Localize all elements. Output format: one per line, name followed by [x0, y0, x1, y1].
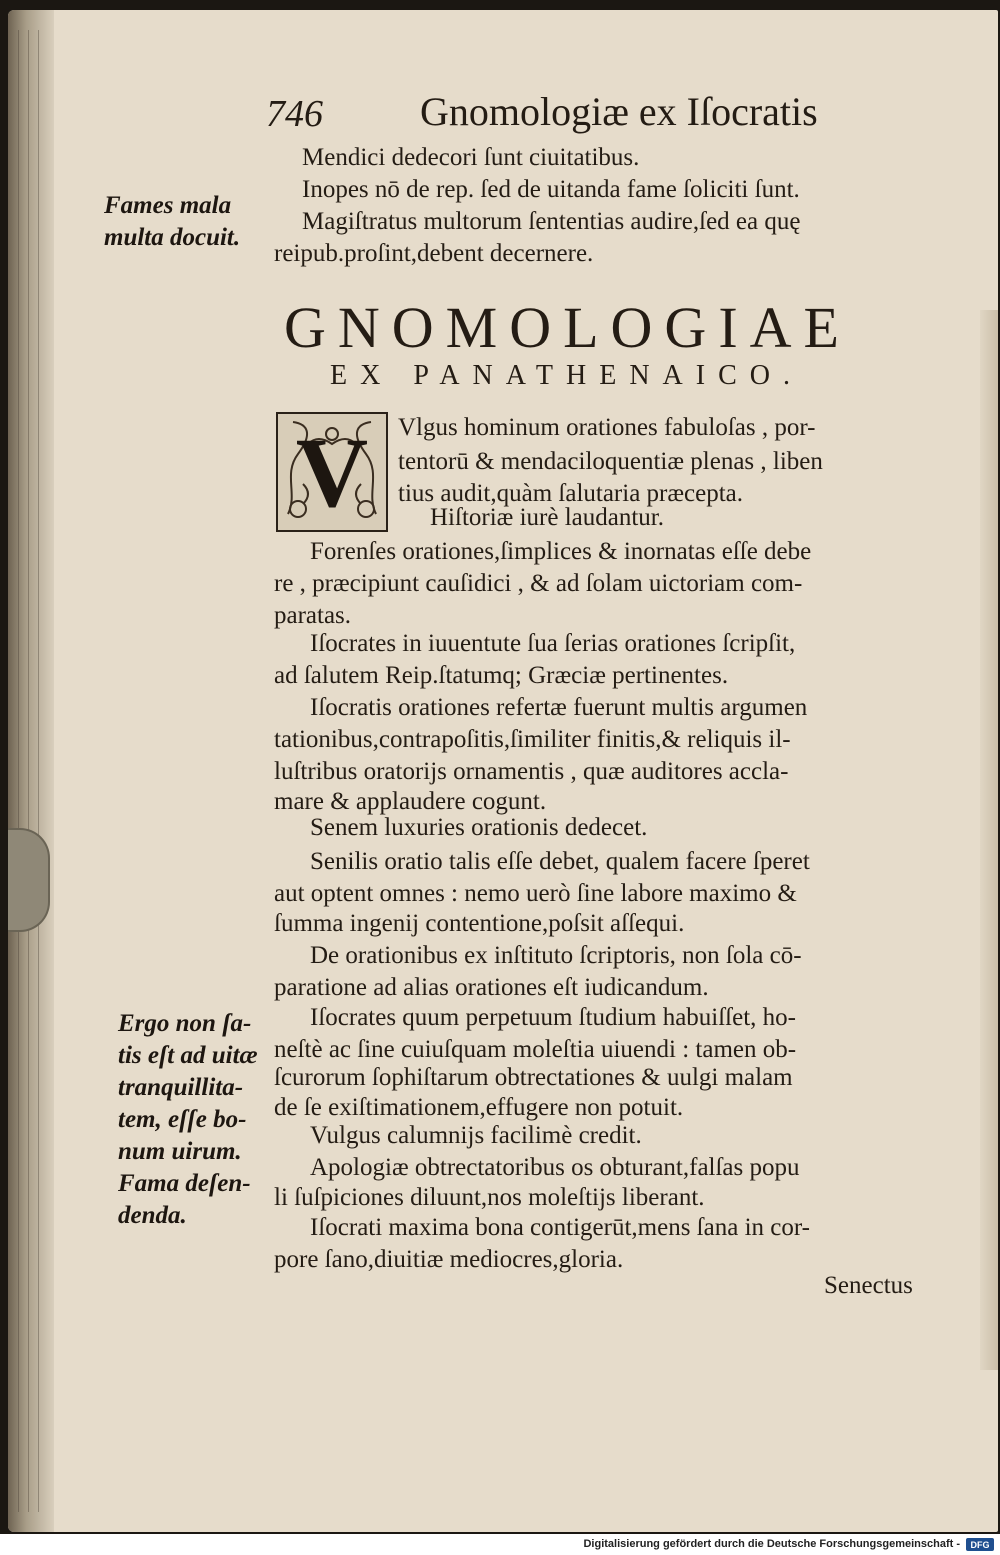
text-line: luſtribus oratorijs ornamentis , quæ auditores accla-: [274, 758, 789, 785]
page-gutter: [8, 10, 54, 1532]
text-line: neſtè ac ſine cuiuſquam moleſtia uiuendi : tamen ob-: [274, 1036, 797, 1063]
running-title: Gnomologiæ ex Iſocratis: [420, 89, 818, 134]
facing-page-edge: [980, 310, 998, 1370]
section-title: GNOMOLOGIAE: [284, 295, 851, 360]
footer-bar: [0, 1534, 1000, 1555]
text-line: tius audit,quàm ſalutaria præcepta.: [398, 480, 744, 507]
text-line: Apologiæ obtrectatoribus os obturant,falſas popu: [310, 1154, 800, 1181]
margin-note-line: tem, eſſe bo-: [118, 1106, 247, 1133]
text-line: li ſuſpiciones diluunt,nos moleſtijs liberant.: [274, 1184, 705, 1211]
text-line: Forenſes orationes,ſimplices & inornatas eſſe debe: [310, 538, 812, 565]
text-line: paratione ad alias orationes eſt iudicandum.: [274, 974, 709, 1001]
section-subtitle: EX PANATHENAICO.: [330, 360, 803, 391]
text-line: pore ſano,diuitiæ mediocres,gloria.: [274, 1246, 624, 1273]
text-line: paratas.: [274, 602, 352, 629]
text-line: tentorū & mendaciloquentiæ plenas , liben: [398, 448, 823, 475]
page-clip: [8, 828, 50, 932]
text-line: ad ſalutem Reip.ſtatumq; Græciæ pertinentes.: [274, 662, 729, 689]
margin-note-line: tis eſt ad uitæ: [118, 1042, 258, 1069]
margin-note-line: denda.: [118, 1202, 187, 1229]
text-line: De orationibus ex inſtituto ſcriptoris, non ſola cō-: [310, 942, 802, 969]
text-line: Iſocrates quum perpetuum ſtudium habuiſſet, ho-: [310, 1004, 796, 1031]
text-line: tationibus,contrapoſitis,ſimiliter finitis,& reliquis il-: [274, 726, 791, 753]
margin-note-line: Ergo non ſa-: [118, 1010, 252, 1037]
margin-note-line: Fames mala: [104, 192, 232, 219]
margin-note-line: Fama deſen-: [118, 1170, 251, 1197]
gutter-line: [18, 30, 19, 1512]
gutter-line: [38, 30, 39, 1512]
catchword: Senectus: [824, 1272, 913, 1299]
footer-credit: Digitalisierung gefördert durch die Deutsche Forschungsgemeinschaft -: [583, 1538, 960, 1550]
text-line: Iſocrati maxima bona contigerūt,mens ſana in cor-: [310, 1214, 811, 1241]
initial-letter: V: [295, 416, 369, 528]
text-line: mare & applaudere cogunt.: [274, 788, 547, 815]
text-line: Mendici dedecori ſunt ciuitatibus.: [302, 144, 640, 171]
margin-note-line: multa docuit.: [104, 224, 241, 251]
text-line: Senilis oratio talis eſſe debet, qualem facere ſperet: [310, 848, 810, 875]
text-line: Senem luxuries orationis dedecet.: [310, 814, 648, 841]
text-line: Iſocrates in iuuentute ſua ſerias orationes ſcripſit,: [310, 630, 796, 657]
gutter-line: [28, 30, 29, 1512]
margin-note-line: tranquillita-: [118, 1074, 244, 1101]
text-line: ſcurorum ſophiſtarum obtrectationes & uulgi malam: [274, 1064, 793, 1091]
text-line: re , præcipiunt cauſidici , & ad ſolam uictoriam com-: [274, 570, 803, 597]
text-line: ſumma ingenij contentione,poſsit aſſequi.: [274, 910, 685, 937]
margin-note: [104, 190, 264, 254]
ornamental-initial-icon: [276, 412, 388, 532]
dfg-logo-icon[interactable]: DFG: [966, 1538, 994, 1551]
text-line: Vlgus hominum orationes fabuloſas , por-: [398, 414, 816, 441]
text-line: Magiſtratus multorum ſententias audire,ſed ea quę: [302, 208, 801, 235]
text-line: Iſocratis orationes refertæ fuerunt multis argumen: [310, 694, 808, 721]
text-line: Hiſtoriæ iurè laudantur.: [430, 504, 664, 531]
margin-note-line: num uirum.: [118, 1138, 242, 1165]
text-line: de ſe exiſtimationem,effugere non potuit.: [274, 1094, 684, 1121]
text-line: Vulgus calumnijs facilimè credit.: [310, 1122, 642, 1149]
text-line: aut optent omnes : nemo uerò ſine labore maximo &: [274, 880, 797, 907]
page-number: 746: [266, 93, 323, 135]
margin-note: [118, 1008, 278, 1232]
text-line: Inopes nō de rep. ſed de uitanda fame ſoliciti ſunt.: [302, 176, 800, 203]
text-line: reipub.proſint,debent decernere.: [274, 240, 594, 267]
